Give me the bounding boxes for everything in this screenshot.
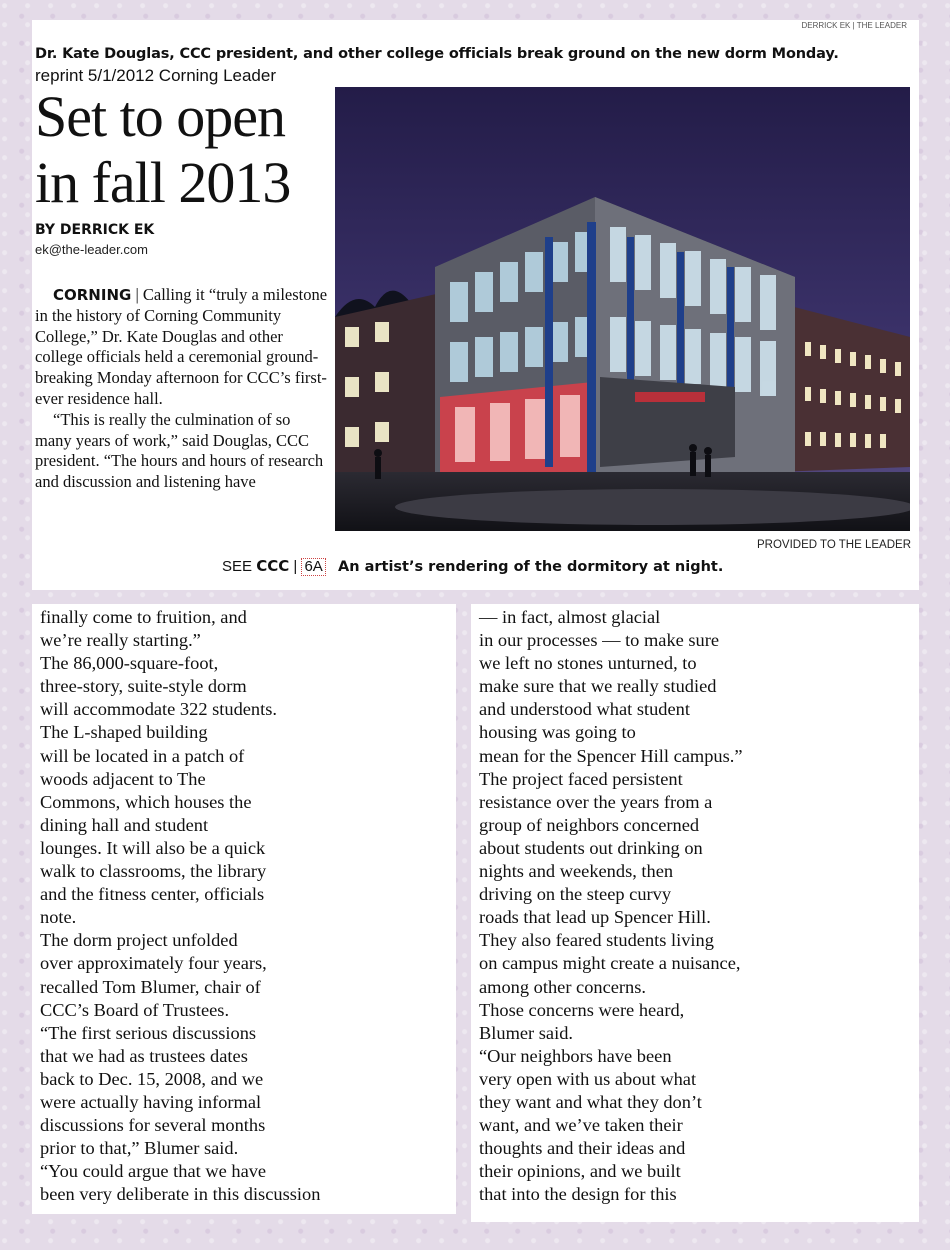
photo-credit: PROVIDED TO THE LEADER: [756, 539, 911, 551]
text-line: make sure that we really studied: [479, 676, 717, 697]
text-line: resistance over the years from a: [479, 791, 713, 812]
byline: BY DERRICK EK: [35, 222, 155, 238]
text-line: The L-shaped building: [40, 722, 208, 743]
text-line: finally come to fruition, and: [40, 607, 247, 627]
right-column-text: [479, 606, 743, 1206]
text-line: The 86,000-square-foot,: [40, 653, 219, 674]
text-line: will accommodate 322 students.: [40, 699, 277, 720]
text-line: Blumer said.: [479, 1022, 573, 1043]
text-line: driving on the steep curvy: [479, 884, 672, 905]
text-line: “The first serious discussions: [40, 1022, 257, 1043]
text-line: about students out drinking on: [479, 837, 703, 858]
text-line: The dorm project unfolded: [40, 930, 238, 951]
dateline: CORNING: [53, 286, 132, 304]
text-line: Commons, which houses the: [40, 791, 252, 812]
text-line: we left no stones unturned, to: [479, 653, 697, 674]
dormitory-rendering-image: [335, 87, 910, 531]
text-line: dining hall and student: [40, 814, 209, 835]
left-column-text: [40, 606, 320, 1206]
text-line: roads that lead up Spencer Hill.: [479, 907, 711, 928]
text-line: among other concerns.: [479, 976, 646, 997]
text-line: “You could argue that we have: [40, 1161, 267, 1182]
text-line: lounges. It will also be a quick: [40, 837, 266, 858]
text-line: CCC’s Board of Trustees.: [40, 999, 230, 1020]
page-reference: 6A: [301, 558, 325, 576]
text-line: been very deliberate in this discussion: [40, 1184, 321, 1205]
ground-breaking-caption: Dr. Kate Douglas, CCC president, and other college officials break ground on the new dorm Monday.: [35, 46, 839, 62]
text-line: woods adjacent to The: [40, 768, 206, 789]
photo-credit-top: DERRICK EK | THE LEADER: [801, 22, 907, 30]
text-line: They also feared students living: [479, 930, 714, 951]
text-line: and understood what student: [479, 699, 690, 720]
headline: [35, 84, 335, 216]
text-line: and the fitness center, officials: [40, 884, 265, 905]
see-label: SEE: [222, 558, 253, 575]
text-line: “Our neighbors have been: [479, 1045, 672, 1066]
text-line: Those concerns were heard,: [479, 999, 685, 1020]
lede-paragraph-1-text: | Calling it “truly a milestone in the history of Corning Community College,” Dr. Kate Douglas and other college officials held a ceremonial ground-breaking Monday afternoon for CCC’s first-ever residence hall.: [35, 285, 328, 408]
lede-paragraph-2: “This is really the culmination of so many years of work,” said Douglas, CCC president. “The hours and hours of research and discussion and listening have: [35, 409, 324, 492]
text-line: over approximately four years,: [40, 953, 267, 974]
text-line: nights and weekends, then: [479, 861, 674, 882]
see-section: CCC: [256, 557, 290, 575]
text-line: back to Dec. 15, 2008, and we: [40, 1068, 264, 1089]
reprint-note: reprint 5/1/2012 Corning Leader: [35, 66, 276, 85]
text-line: discussions for several months: [40, 1115, 266, 1136]
text-line: mean for the Spencer Hill campus.”: [479, 745, 743, 766]
text-line: were actually having informal: [40, 1091, 262, 1112]
text-line: thoughts and their ideas and: [479, 1138, 686, 1159]
text-line: The project faced persistent: [479, 768, 683, 789]
lede-paragraph-1: [35, 285, 331, 410]
text-line: housing was going to: [479, 722, 636, 743]
text-line: very open with us about what: [479, 1068, 697, 1089]
photo-caption: An artist’s rendering of the dormitory at night.: [338, 559, 724, 575]
text-line: group of neighbors concerned: [479, 814, 700, 835]
text-line: on campus might create a nuisance,: [479, 953, 741, 974]
see-separator: |: [293, 558, 298, 575]
text-line: want, and we’ve taken their: [479, 1115, 683, 1136]
text-line: that we had as trustees dates: [40, 1045, 248, 1066]
text-line: — in fact, almost glacial: [479, 607, 661, 627]
text-line: will be located in a patch of: [40, 745, 245, 766]
headline-line-2: in fall 2013: [35, 150, 291, 215]
text-line: walk to classrooms, the library: [40, 861, 267, 882]
text-line: their opinions, and we built: [479, 1161, 681, 1182]
dormitory-rendering-svg: [335, 87, 910, 531]
text-line: they want and what they don’t: [479, 1091, 702, 1112]
author-email: ek@the-leader.com: [35, 242, 148, 257]
text-line: we’re really starting.”: [40, 630, 201, 651]
text-line: that into the design for this: [479, 1184, 677, 1205]
lede-text: [35, 285, 331, 493]
article-top-panel: [32, 20, 919, 590]
text-line: three-story, suite-style dorm: [40, 676, 247, 697]
see-reference-line: [222, 557, 723, 576]
article-column-left: [32, 604, 456, 1214]
text-line: prior to that,” Blumer said.: [40, 1138, 239, 1159]
article-column-right: [471, 604, 919, 1222]
headline-line-1: Set to open: [35, 84, 285, 149]
text-line: in our processes — to make sure: [479, 630, 720, 651]
text-line: note.: [40, 907, 77, 928]
text-line: recalled Tom Blumer, chair of: [40, 976, 261, 997]
